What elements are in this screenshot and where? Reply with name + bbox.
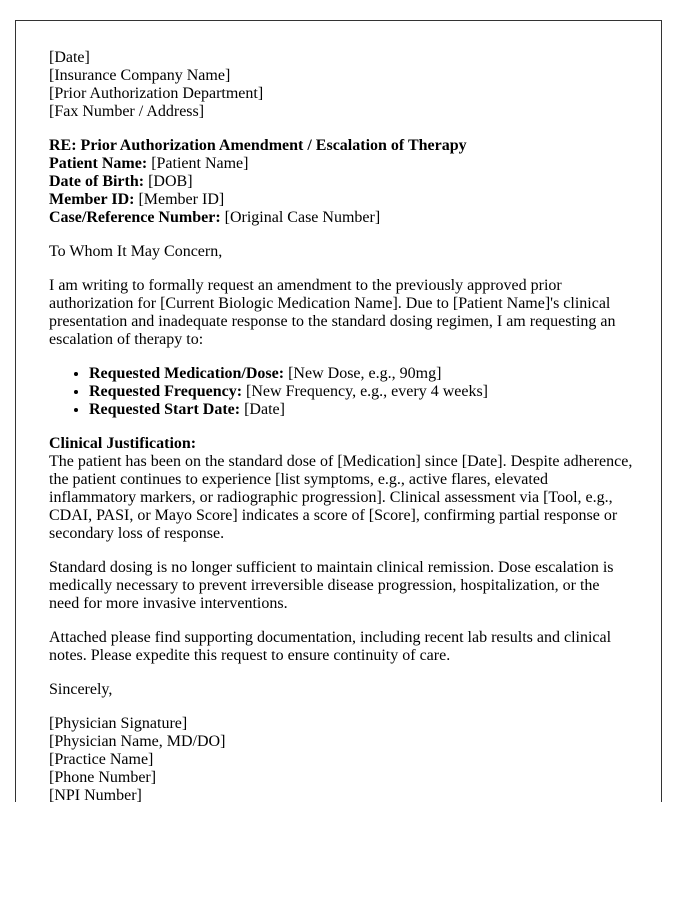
dob-field xyxy=(49,173,633,191)
fax-address: [Fax Number / Address] xyxy=(49,103,205,120)
letter xyxy=(15,20,662,802)
insurance-company: [Insurance Company Name] xyxy=(49,67,231,84)
reference-block xyxy=(49,137,633,227)
justification-heading: Clinical Justification: xyxy=(49,435,197,452)
document-viewport xyxy=(15,20,662,802)
justification-text: The patient has been on the standard dose of [Medication] since [Date]. Despite adherence, the patient continues to experience [list symptoms, e.g., active flares, elevated inflammatory markers, or radiographic progression]. Clinical assessment via [Tool, e.g., CDAI, PASI, or Mayo Score] indicates a score of [Score], confirming partial response or secondary loss of response. xyxy=(49,453,633,542)
physician-signature: [Physician Signature] xyxy=(49,715,188,732)
request-value: [New Frequency, e.g., every 4 weeks] xyxy=(242,383,489,400)
request-item-frequency xyxy=(89,383,633,401)
attachments-paragraph: Attached please find supporting documentation, including recent lab results and clinical notes. Please expedite this request to ensure continuity of care. xyxy=(49,629,612,664)
request-item-start-date xyxy=(89,401,633,419)
phone-number: [Phone Number] xyxy=(49,769,157,786)
request-label: Requested Start Date: xyxy=(89,401,241,418)
re-line: RE: Prior Authorization Amendment / Escalation of Therapy xyxy=(49,137,467,154)
intro-paragraph: I am writing to formally request an amendment to the previously approved prior authorization for [Current Biologic Medication Name]. Due to [Patient Name]'s clinical presentation and inadequate response to the standard dosing regimen, I am requesting an escalation of therapy to: xyxy=(49,277,616,348)
physician-name: [Physician Name, MD/DO] xyxy=(49,733,226,750)
necessity-paragraph: Standard dosing is no longer sufficient to maintain clinical remission. Dose escalation is medically necessary to prevent irreversible disease progression, hospitalization, or the need for more invasive interventions. xyxy=(49,559,614,612)
date: [Date] xyxy=(49,49,90,66)
request-list xyxy=(49,365,633,419)
field-label: Patient Name: xyxy=(49,155,148,172)
member-id-field xyxy=(49,191,633,209)
request-value: [Date] xyxy=(240,401,285,418)
field-label: Date of Birth: xyxy=(49,173,145,190)
field-label: Case/Reference Number: xyxy=(49,209,221,226)
field-value: [DOB] xyxy=(144,173,193,190)
npi-number: [NPI Number] xyxy=(49,787,142,802)
field-value: [Patient Name] xyxy=(147,155,249,172)
field-value: [Member ID] xyxy=(134,191,225,208)
request-label: Requested Frequency: xyxy=(89,383,243,400)
request-value: [New Dose, e.g., 90mg] xyxy=(284,365,442,382)
salutation: To Whom It May Concern, xyxy=(49,243,223,260)
department: [Prior Authorization Department] xyxy=(49,85,264,102)
practice-name: [Practice Name] xyxy=(49,751,154,768)
recipient-block xyxy=(49,49,633,121)
field-value: [Original Case Number] xyxy=(220,209,381,226)
justification-block xyxy=(49,435,633,543)
case-number-field xyxy=(49,209,633,227)
patient-name-field xyxy=(49,155,633,173)
signature-block xyxy=(49,715,633,802)
closing: Sincerely, xyxy=(49,681,113,698)
request-item-dose xyxy=(89,365,633,383)
request-label: Requested Medication/Dose: xyxy=(89,365,285,382)
field-label: Member ID: xyxy=(49,191,135,208)
